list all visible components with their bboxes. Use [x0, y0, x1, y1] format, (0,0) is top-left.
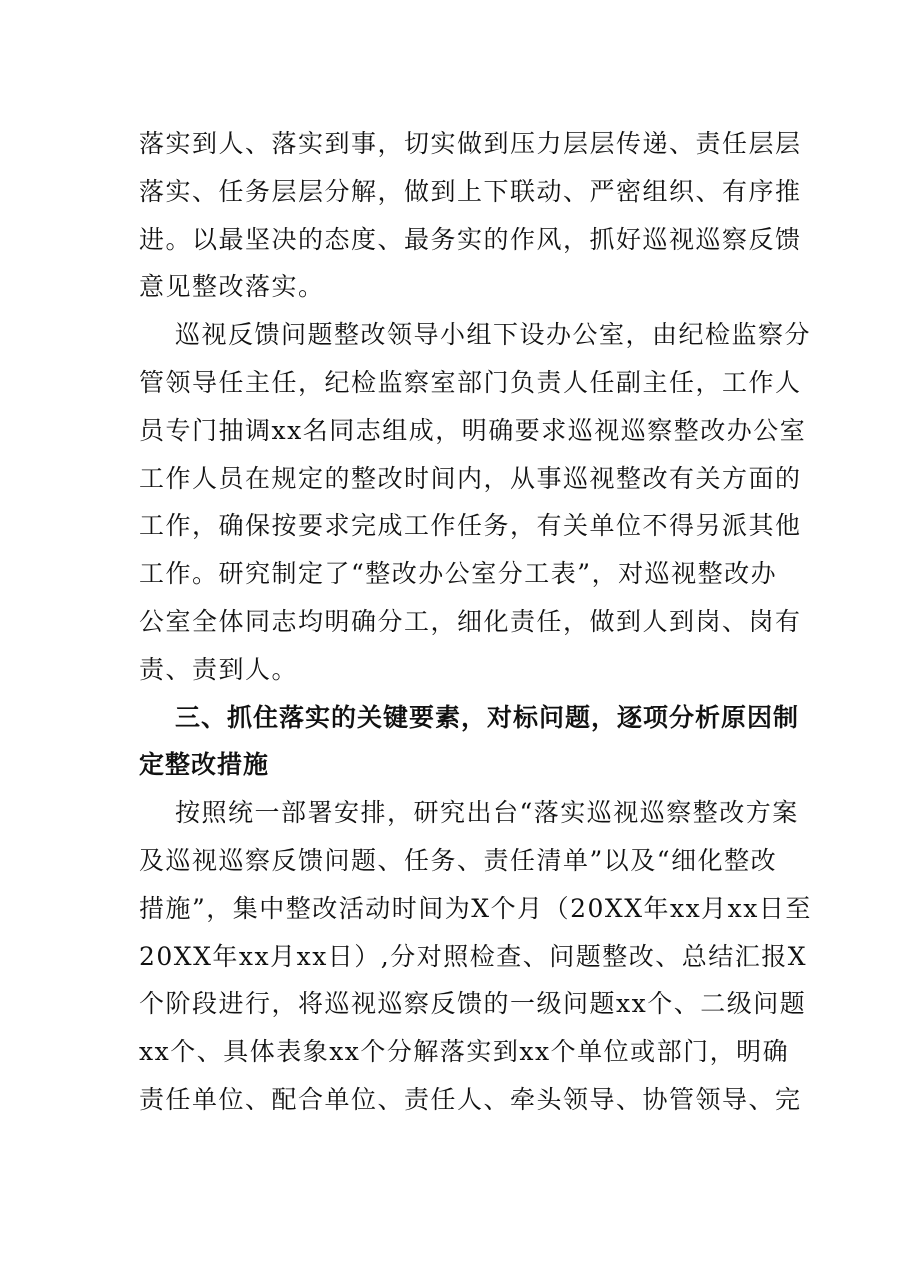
paragraph-line: 按照统一部署安排，研究出台“落实巡视巡察整改方案	[175, 798, 799, 828]
paragraph-line: 20XX年xx月xx日）,分对照检查、问题整改、总结汇报X	[139, 941, 808, 971]
paragraph-line: 意见整改落实。	[139, 272, 325, 302]
paragraph-line: 管领导任主任，纪检监察室部门负责人任副主任，工作人	[139, 367, 802, 397]
paragraph-line: xx个、具体表象xx个分解落实到xx个单位或部门，明确	[139, 1037, 790, 1067]
document-body	[139, 120, 812, 1124]
paragraph-line: 责、责到人。	[139, 654, 299, 684]
paragraph-line: 落实、任务层层分解，做到上下联动、严密组织、有序推	[139, 176, 802, 206]
paragraph-1	[139, 120, 802, 311]
paragraph-line: 工作，确保按要求完成工作任务，有关单位不得另派其他	[139, 511, 802, 541]
heading-line: 三、抓住落实的关键要素，对标问题，逐项分析原因制	[175, 702, 800, 732]
heading-line: 定整改措施	[139, 750, 270, 780]
paragraph-line: 公室全体同志均明确分工，细化责任，做到人到岗、岗有	[139, 606, 802, 636]
paragraph-line: 及巡视巡察反馈问题、任务、责任清单”以及“细化整改	[139, 845, 778, 875]
paragraph-line: 措施”，集中整改活动时间为X个月（20XX年xx月xx日至	[139, 893, 812, 923]
paragraph-line: 工作人员在规定的整改时间内，从事巡视整改有关方面的	[139, 463, 802, 493]
paragraph-line: 责任单位、配合单位、责任人、牵头领导、协管领导、完	[139, 1084, 802, 1114]
paragraph-line: 进。以最坚决的态度、最务实的作风，抓好巡视巡察反馈	[139, 224, 802, 254]
paragraph-line: 员专门抽调xx名同志组成，明确要求巡视巡察整改办公室	[139, 415, 807, 445]
section-heading	[139, 694, 800, 790]
paragraph-line: 落实到人、落实到事，切实做到压力层层传递、责任层层	[139, 129, 802, 158]
paragraph-3	[139, 789, 812, 1124]
paragraph-line: 工作。研究制定了“整改办公室分工表”，对巡视整改办	[139, 559, 778, 589]
paragraph-2	[139, 311, 812, 693]
paragraph-line: 个阶段进行，将巡视巡察反馈的一级问题xx个、二级问题	[139, 989, 807, 1019]
paragraph-line: 巡视反馈问题整改领导小组下设办公室，由纪检监察分	[175, 320, 812, 350]
